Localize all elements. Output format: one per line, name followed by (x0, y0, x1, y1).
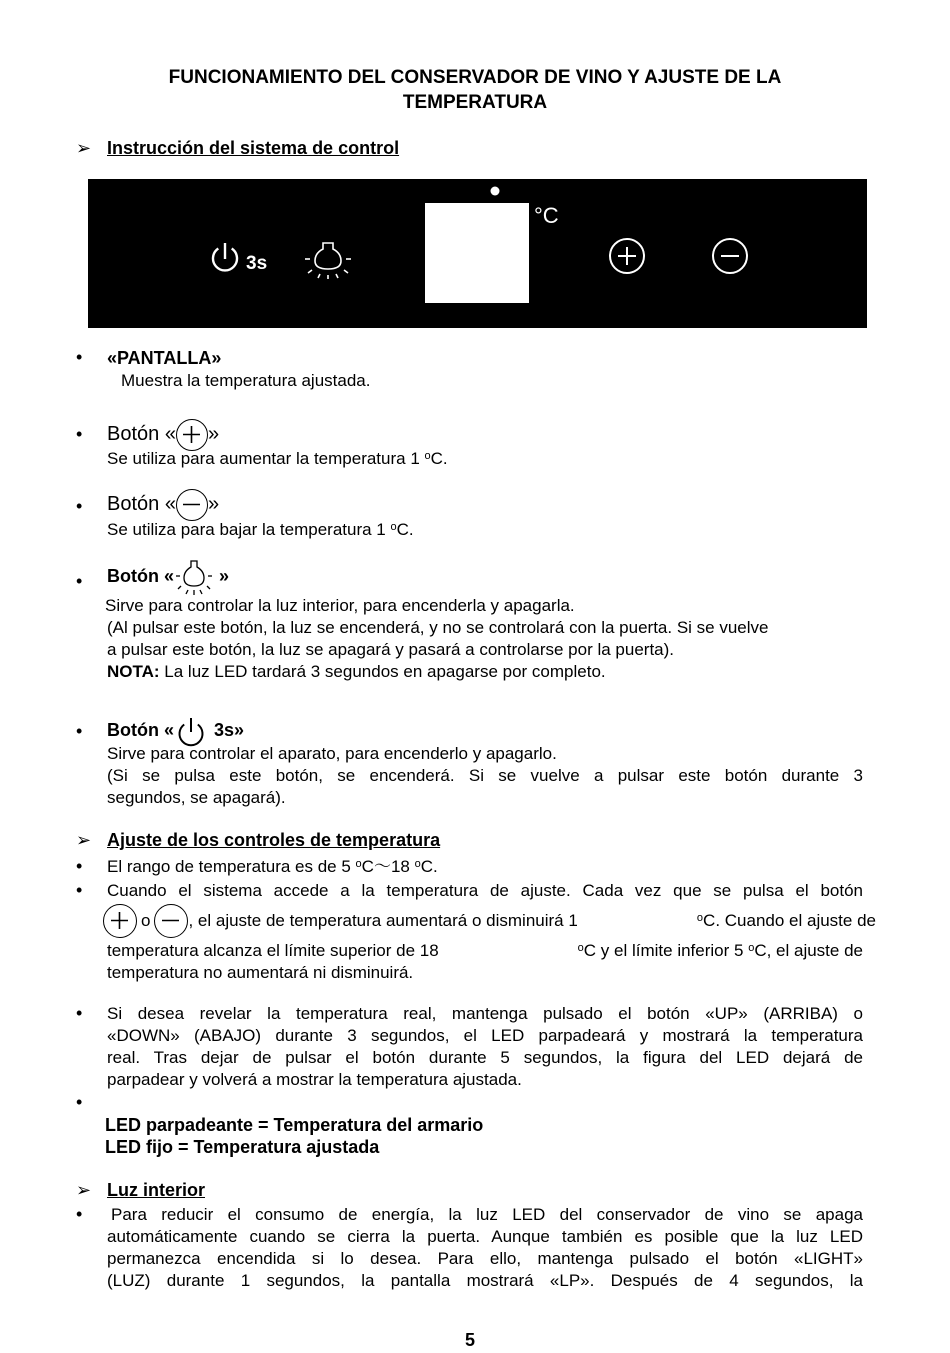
degree-sup: o (748, 942, 755, 954)
revelar-line1: Si desea revelar la temperatura real, mantenga pulsado el botón «UP» (ARRIBA) o (107, 1004, 863, 1023)
control-panel-svg (88, 179, 867, 328)
led-fijo: LED fijo = Temperatura ajustada (105, 1137, 380, 1157)
boton-plus-prefix: Botón « (107, 423, 176, 445)
degree-sup: o (696, 912, 704, 924)
minus-icon (176, 489, 208, 521)
ajuste-line2 (103, 904, 876, 938)
ajuste-or: o (141, 911, 151, 930)
bullet: • (76, 1003, 83, 1023)
boton-light-line3: a pulsar este botón, la luz se apagará y pasará a controlarse por la puerta). (107, 640, 675, 659)
control-panel (88, 179, 867, 328)
ajuste-line3 (107, 940, 863, 962)
page-title: FUNCIONAMIENTO DEL CONSERVADOR DE VINO Y AJUSTE DE LA (168, 67, 782, 88)
boton-minus-suffix: » (207, 493, 220, 515)
section-heading-temperature: Ajuste de los controles de temperatura (107, 830, 441, 850)
bullet: • (76, 880, 83, 900)
bullet: • (76, 1204, 83, 1224)
ajuste-l2-b: C. Cuando el ajuste de (703, 911, 876, 930)
boton-power-line2: (Si se pulsa este botón, se encenderá. Si se vuelve a pulsar este botón durante 3 (107, 766, 863, 785)
minus-icon (154, 904, 188, 938)
ajuste-l2-a: , el ajuste de temperatura aumentará o disminuirá 1 (188, 911, 578, 930)
bullet: • (76, 721, 83, 741)
boton-plus-desc-a: Se utiliza para aumentar la temperatura 1 (107, 449, 425, 468)
boton-minus-desc (107, 519, 414, 541)
rango-b: C～18 (361, 857, 415, 876)
boton-light-line2: (Al pulsar este botón, la luz se encenderá, y no se controlará con la puerta. Si se vuelve (107, 618, 769, 637)
boton-plus-desc (107, 448, 448, 470)
revelar-line2: «DOWN» (ABAJO) durante 3 segundos, el LED parpadeará y mostrará la temperatura (107, 1026, 863, 1045)
rango-text (107, 856, 438, 878)
luz-line3: permanezca encendida si lo desea. Para ello, mantenga pulsado el botón «LIGHT» (107, 1249, 863, 1268)
boton-light-line1: Sirve para controlar la luz interior, para encenderla y apagarla. (105, 596, 575, 615)
plus-icon (176, 419, 208, 451)
led-parpadeante: LED parpadeante = Temperatura del armario (105, 1115, 484, 1135)
bullet: • (76, 347, 83, 367)
plus-icon (103, 904, 137, 938)
bullet: • (76, 496, 83, 516)
ajuste-l3-c: C, el ajuste de (754, 941, 863, 960)
luz-line2: automáticamente cuando se cierra la puerta. Aunque también es posible que la luz LED (107, 1227, 863, 1246)
degree-sup: o (424, 450, 431, 462)
display-screen (425, 203, 529, 303)
bullet: • (76, 856, 83, 876)
boton-minus-desc-a: Se utiliza para bajar la temperatura 1 (107, 520, 391, 539)
nota-label: NOTA: (107, 662, 160, 681)
rango-c: C. (420, 857, 438, 876)
power-icon[interactable] (213, 243, 237, 270)
boton-minus-desc-b: C. (396, 520, 414, 539)
degree-sup: o (390, 521, 397, 533)
boton-light-prefix: Botón « (107, 566, 174, 586)
boton-power-line3: segundos, se apagará). (107, 788, 286, 807)
boton-plus-heading (107, 418, 219, 451)
plus-icon[interactable] (610, 239, 644, 273)
page-title-line2: TEMPERATURA (402, 92, 548, 113)
boton-light-note (107, 661, 606, 683)
minus-icon[interactable] (713, 239, 747, 273)
revelar-line4: parpadear y volverá a mostrar la temperatura ajustada. (107, 1070, 522, 1089)
boton-plus-suffix: » (207, 423, 220, 445)
light-bulb-icon[interactable] (305, 243, 351, 279)
pantalla-heading: «PANTALLA» (107, 348, 222, 368)
ajuste-line4: temperatura no aumentará ni disminuirá. (107, 963, 414, 982)
boton-power-prefix: Botón « (107, 720, 174, 740)
bullet: • (76, 424, 83, 444)
boton-power-suffix: » (234, 720, 245, 740)
boton-minus-heading (107, 488, 219, 521)
bullet: • (76, 571, 83, 591)
degree-sup: o (414, 858, 421, 870)
bullet: • (76, 1092, 83, 1112)
arrow-bullet-icon: ➢ (76, 138, 92, 158)
rango-a: El rango de temperatura es de 5 (107, 857, 356, 876)
celsius-label: °C (534, 203, 559, 228)
boton-minus-prefix: Botón « (107, 493, 176, 515)
section-heading-luz: Luz interior (107, 1180, 205, 1200)
boton-light-heading (107, 556, 229, 597)
degree-sup: o (577, 942, 584, 954)
nota-text: La luz LED tardará 3 segundos en apagarse por completo. (159, 662, 606, 681)
ajuste-l3-a: temperatura alcanza el límite superior de 18 (107, 941, 439, 960)
boton-power-line1: Sirve para controlar el aparato, para encenderlo y apagarlo. (107, 744, 557, 763)
arrow-bullet-icon: ➢ (76, 830, 92, 850)
light-bulb-icon (174, 557, 214, 597)
page-number: 5 (464, 1330, 475, 1350)
ajuste-line2-text (188, 904, 876, 938)
degree-sup: o (355, 858, 362, 870)
power-3s-label: 3s (214, 720, 235, 740)
power-3s-label: 3s (246, 253, 268, 274)
ajuste-line1: Cuando el sistema accede a la temperatura de ajuste. Cada vez que se pulsa el botón (107, 881, 863, 900)
boton-light-suffix: » (219, 566, 230, 586)
luz-line4: (LUZ) durante 1 segundos, la pantalla mostrará «LP». Después de 4 segundos, la (107, 1271, 863, 1290)
revelar-line3: real. Tras dejar de pulsar el botón durante 5 segundos, la figura del LED dejará de (107, 1048, 863, 1067)
section-heading-control: Instrucción del sistema de control (107, 138, 400, 158)
arrow-bullet-icon: ➢ (76, 1180, 92, 1200)
ajuste-l3-b: C y el límite inferior 5 (583, 941, 749, 960)
pantalla-desc: Muestra la temperatura ajustada. (121, 371, 371, 390)
luz-line1: Para reducir el consumo de energía, la luz LED del conservador de vino se apaga (111, 1205, 863, 1224)
boton-plus-desc-b: C. (430, 449, 448, 468)
indicator-dot (491, 187, 500, 196)
